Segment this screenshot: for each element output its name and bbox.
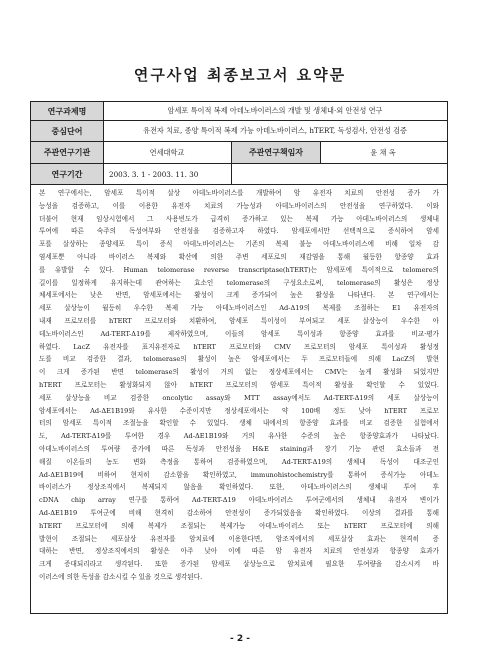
period-value: 2003. 3. 1 - 2003. 11. 30 <box>109 169 199 179</box>
summary-line: 투여에 따른 숙주의 독성여부와 안전성을 검증하고자 하였다. 암세포에서만 선택적으로 증식하여 암세 <box>39 227 439 236</box>
summary-line: 본 연구에서는, 암세포 특이적 살상 아데노바이러스를 개발하여 암 유전자 치료의 안전성 증가 가 <box>39 189 439 197</box>
summary-line: 터의 암세포 특이적 조절능을 확인할 수 있었다. 생체 내에서의 항종양 효과를 비교 검증한 실험에서 <box>39 419 439 428</box>
summary-line: cDNA chip array 연구를 통하여 Ad-TERT-Δ19 아데노바이러스 투여군에서의 생체내 유전자 변이가 <box>39 496 439 505</box>
summary-line: 대하는 반면, 정상조직에서의 활성은 아주 낮아 이에 따른 암 유전자 치료의 안전성과 항종양 효과가 <box>39 547 439 556</box>
period-row <box>31 164 447 185</box>
summary-line: 크게 증대되리라고 생각된다. 또한 증가된 암세포 살상능으로 암치료에 필요한 투여량을 감소시켜 바 <box>39 560 439 569</box>
summary-line: 해질 이온들의 농도 변화 측정을 통하여 검증하였으며, Ad-TERT-Δ19의 생체내 독성이 대조군인 <box>39 457 439 466</box>
page-title: 연구사업 최종보고서 요약문 <box>133 66 347 84</box>
summary-line: 더불어 현재 임상시험에서 그 사용빈도가 급격히 증가하고 있는 복제 가능 아데노바이러스의 생체내 <box>39 214 439 223</box>
summary-line: 길이를 일정하게 유지하는데 관여하는 효소인 telomerase의 구성요소로써, telomerase의 활성은 정상 <box>39 278 439 287</box>
summary-line: 데노바이러스인 Ad-TERT-Δ19를 제작하였으며, 이들의 암세포 특이성과 항종양 효과를 비교·평가 <box>39 329 439 338</box>
summary-body <box>31 185 447 613</box>
summary-line: 능성을 검증하고, 이를 이용한 유전자 치료의 가능성과 아데노바이러스의 안전성을 연구하였다. 이와 <box>39 201 439 210</box>
period-label: 연구기간 <box>31 164 104 184</box>
institution-value: 연세대학교 <box>149 147 185 157</box>
summary-line: 도를 비교 검증한 결과, telomerase의 활성이 높은 암세포에서는 두 프로모터들에 의해 LacZ의 발현 <box>39 355 439 364</box>
summary-line: 세포 살상능을 비교 검증한 oncolytic assay와 MTT assay에서도 Ad-TERT-Δ19의 세포 살상능이 <box>39 393 439 402</box>
summary-line: 아데노바이러스의 투여량 증가에 따른 독성과 안전성을 H&E staining과 장기 기능 관련 효소들과 전 <box>39 444 439 453</box>
keywords-label: 중심단어 <box>31 121 104 141</box>
researcher-value: 윤 채 옥 <box>370 147 396 157</box>
summary-line: 를 유발할 수 있다. Human telomerase reverse transcriptase(hTERT)는 암세포에 특이적으로 telomere의 <box>39 265 439 274</box>
summary-line: 포를 살상하는 종양세포 특이 증식 아데노바이러스는 기존의 복제 불능 아데노바이러스에 비해 일차 감 <box>39 240 439 249</box>
institution-label: 주관연구기관 <box>31 142 104 163</box>
summary-line: 하였다. LacZ 유전자를 표지유전자로 hTERT 프로모터와 CMV 프로모터의 암세포 특이성과 활성정 <box>39 342 439 351</box>
page-number: - 2 - <box>230 634 250 644</box>
summary-line: Ad-ΔE1B19 투여군에 비해 현격히 감소하여 안전성이 증가되었음을 확인하였다. 이상의 결과를 통해 <box>39 508 439 517</box>
summary-line: 이러스에 의한 독성을 감소시킬 수 있을 것으로 생각된다. <box>39 572 203 581</box>
period-divider <box>231 164 232 184</box>
summary-line: Ad-ΔE1B19에 비하여 현저히 감소함을 확인하였고, immunohistochemistry를 통하여 증식가능 아데노 <box>39 470 439 479</box>
keywords-value: 유전자 치료, 종양 특이적 복제 가능 아데노바이러스, hTERT, 독성검사, 안전성 검증 <box>143 126 407 135</box>
researcher-label: 주관연구책임자 <box>231 142 321 163</box>
project-value: 암세포 특이적 복제 아데노바이러스의 개발 및 생체내·외 안전성 연구 <box>167 106 383 115</box>
summary-line: 발현이 조절되는 세포살상 유전자를 암치료에 이용한다면, 암조직에서의 세포살상 효과는 현격히 증 <box>39 534 439 543</box>
summary-line: 세포 살상능이 월등히 우수한 복제 가능 아데노바이러스인 Ad-Δ19의 복제를 조절하는 E1 유전자의 <box>39 304 439 313</box>
summary-line: 내재 프로모터를 hTERT 프로모터와 치환하여, 암세포 특이성이 부여되고 세포 살상능이 우수한 아 <box>39 316 439 325</box>
keywords-row <box>31 121 447 142</box>
summary-line: 암세포에서는 Ad-ΔE1B19와 유사한 수준이지만 정상세포에서는 약 100배 정도 낮아 hTERT 프로모 <box>39 406 439 415</box>
summary-line: 이 크게 증가된 반면 telomerase의 활성이 거의 없는 정상세포에서는 CMV는 높게 활성화 되었지만 <box>39 368 439 377</box>
project-label: 연구과제명 <box>31 102 104 120</box>
institution-row <box>31 142 447 164</box>
summary-line: 바이러스가 정상조직에서 복제되지 않음을 확인하였다. 또한, 아데노바이러스의 생체내 투여 후 <box>39 483 439 492</box>
summary-line: hTERT 프로모터에 의해 복제가 조절되는 복제가능 아데노바이러스 또는 hTERT 프로모터에 의해 <box>39 521 439 530</box>
summary-form <box>30 101 448 614</box>
summary-line: hTERT 프로모터는 활성화되지 않아 hTERT 프로모터의 암세포 특이적 활성을 확인할 수 있었다. <box>39 380 439 389</box>
project-row <box>31 102 447 121</box>
summary-line: 체세포에서는 낮은 반면, 암세포에서는 활성이 크게 증가되어 높은 활성을 나타낸다. 본 연구에서는 <box>39 291 439 300</box>
summary-line: 도, Ad-TERT-Δ19를 투여한 경우 Ad-ΔE1B19와 거의 유사한 수준의 높은 항종양효과가 나타났다. <box>39 432 439 441</box>
summary-line: 염세포뿐 아니라 바이러스 복제와 확산에 의한 주변 세포로의 재감염을 통해 월등한 항종양 효과 <box>39 252 439 261</box>
